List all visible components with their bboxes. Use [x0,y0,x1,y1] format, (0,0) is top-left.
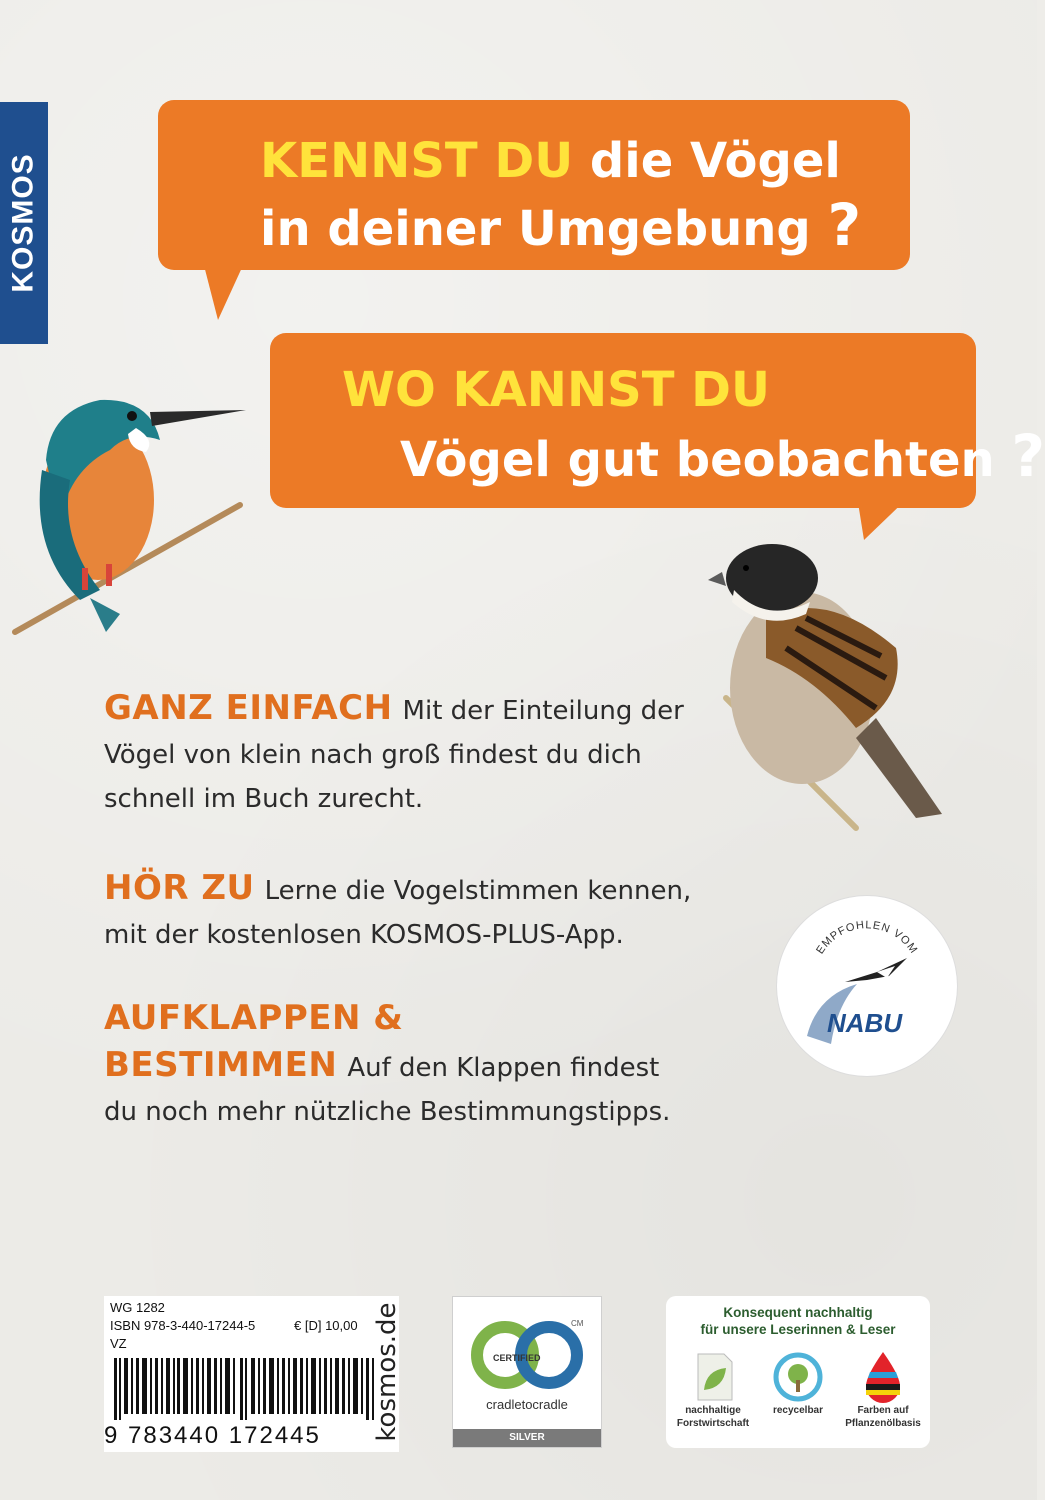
reed-bunting-illustration [706,528,946,828]
cradle-to-cradle-icon [453,1297,601,1397]
nabu-badge [777,896,957,1076]
kosmos-website: kosmos.de [372,1302,402,1442]
c2c-cm: CM [571,1319,584,1328]
sustainability-box [666,1296,930,1448]
question-2-line-2: Vögel gut beobachten ? [400,422,1045,490]
feature-aufklappen [104,996,674,1134]
c2c-certified: CERTIFIED [493,1353,541,1363]
question-2-line-1: WO KANNST DU [342,362,770,418]
vz-label: VZ [110,1336,127,1351]
nabu-emblem-icon [777,896,957,1076]
barcode-block [104,1296,399,1452]
feature-hoer-zu [104,866,704,957]
kingfisher-illustration [10,370,250,640]
speech-bubble-question-2 [270,333,1045,508]
feature-heading: HÖR ZU [104,868,255,908]
feature-ganz-einfach [104,686,704,821]
price: € [D] 10,00 [294,1318,358,1333]
c2c-level: SILVER [453,1429,601,1447]
feature-text: Auf den Klappen findest du noch mehr nützliche Bestimmungstipps. [104,1053,671,1127]
nabu-arc-text: EMPFOHLEN VOM [814,919,920,957]
sustainability-item-forestry: nachhaltige Forstwirtschaft [670,1350,756,1406]
kosmos-logo-tab [0,102,48,344]
feature-heading: AUFKLAPPEN & BESTIMMEN [104,998,404,1085]
barcode-icon [114,1358,376,1420]
feature-text: Lerne die Vogelstimmen kennen, mit der kostenlosen KOSMOS-PLUS-App. [104,876,692,950]
c2c-label: cradletocradle [486,1397,568,1412]
sustainability-item-plant-oil-inks: Farben auf Pflanzenölbasis [840,1350,926,1406]
kosmos-logo-text: KOSMOS [7,153,41,293]
nabu-logo-text: NABU [827,1008,903,1038]
leaf-paper-icon [670,1350,756,1402]
svg-text:EMPFOHLEN VOM [814,919,920,956]
barcode-digits: 9 783440 172445 [104,1422,321,1449]
question-1-line-1: KENNST DU die Vögel [260,133,841,189]
feature-heading: GANZ EINFACH [104,688,393,728]
sustainability-title: Konsequent nachhaltig für unsere Leserinnen & Leser [700,1305,896,1337]
feature-text: Mit der Einteilung der Vögel von klein nach groß findest du dich schnell im Buch zurecht. [104,696,684,814]
wg-code: WG 1282 [110,1300,165,1315]
color-drop-icon [840,1350,926,1402]
speech-bubble-question-1 [158,100,910,270]
sustainability-item-recyclable: recycelbar [755,1350,841,1406]
isbn: ISBN 978-3-440-17244-5 [110,1318,256,1333]
question-1-line-2: in deiner Umgebung ? [260,191,862,259]
cradle-to-cradle-badge [452,1296,602,1448]
recycle-icon [755,1350,841,1402]
